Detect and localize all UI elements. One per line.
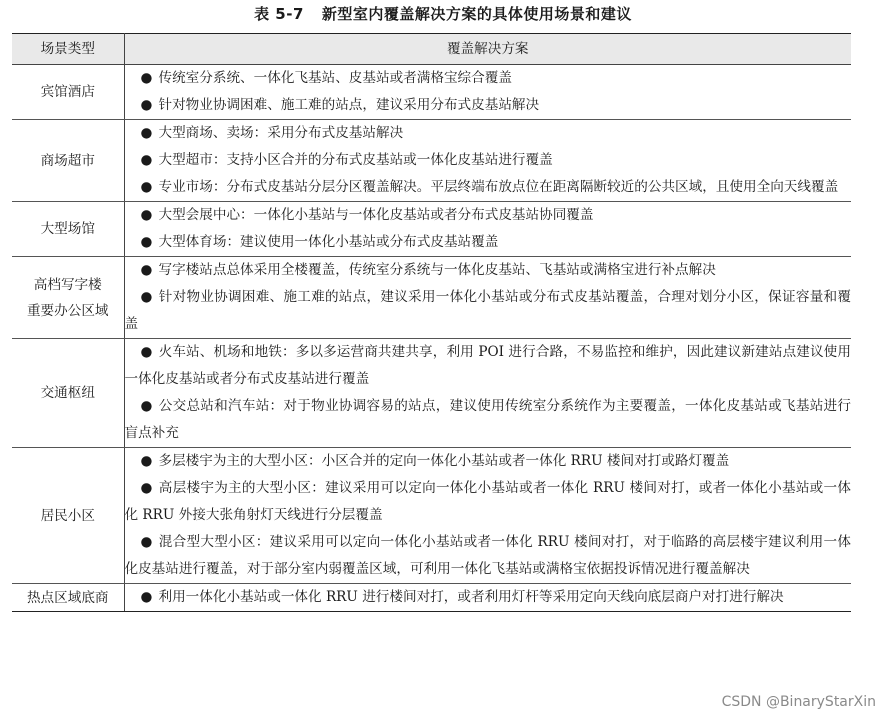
solution-text: 利用一体化小基站或一体化 RRU 进行楼间对打，或者利用灯杆等采用定向天线向底层商户对打进行解决 bbox=[158, 589, 784, 605]
solution-item bbox=[125, 65, 852, 92]
table-row bbox=[12, 584, 851, 612]
bullet-icon: ● bbox=[140, 70, 153, 86]
bullet-icon: ● bbox=[140, 179, 153, 195]
bullet-icon: ● bbox=[140, 97, 153, 113]
watermark: CSDN @BinaryStarXin bbox=[721, 694, 876, 710]
solution-text: 混合型大型小区：建议采用可以定向一体化小基站或者一体化 RRU 楼间对打，对于临路的高层楼宇建议利用一体化皮基站进行覆盖，对于部分室内弱覆盖区域，可利用一体化飞基站或满格宝依据投诉情况进行覆盖解决 bbox=[124, 534, 851, 577]
solution-item bbox=[125, 120, 852, 147]
solution-item bbox=[125, 92, 852, 119]
scenario-type-cell bbox=[12, 257, 124, 339]
bullet-icon: ● bbox=[140, 152, 153, 168]
bullet-icon: ● bbox=[140, 398, 153, 414]
scenario-type-cell bbox=[12, 120, 124, 202]
scenario-type-cell bbox=[12, 584, 124, 612]
scenario-type-label: 大型场馆 bbox=[40, 221, 95, 237]
table-title: 新型室内覆盖解决方案的具体使用场景和建议 bbox=[321, 5, 632, 23]
solution-item bbox=[125, 202, 852, 229]
solution-text: 写字楼站点总体采用全楼覆盖，传统室分系统与一体化皮基站、飞基站或满格宝进行补点解决 bbox=[158, 262, 716, 278]
solution-cell bbox=[124, 202, 851, 257]
solution-text: 多层楼宇为主的大型小区：小区合并的定向一体化小基站或者一体化 RRU 楼间对打或路灯覆盖 bbox=[158, 453, 730, 469]
scenario-type-label: 热点区域底商 bbox=[26, 589, 109, 606]
solution-text: 大型体育场：建议使用一体化小基站或分布式皮基站覆盖 bbox=[158, 234, 499, 250]
header-row bbox=[12, 34, 851, 65]
table-caption bbox=[0, 3, 886, 24]
solution-text: 传统室分系统、一体化飞基站、皮基站或者满格宝综合覆盖 bbox=[158, 70, 512, 86]
solution-item bbox=[125, 174, 852, 201]
solution-item bbox=[125, 284, 852, 338]
scenario-type-label: 重要办公区域 bbox=[26, 302, 109, 319]
scenario-type-cell bbox=[12, 339, 124, 448]
bullet-icon: ● bbox=[140, 125, 153, 141]
solution-cell bbox=[124, 339, 851, 448]
scenario-table bbox=[12, 33, 851, 612]
bullet-icon: ● bbox=[140, 234, 153, 250]
solution-item bbox=[125, 229, 852, 256]
table-row bbox=[12, 65, 851, 120]
bullet-icon: ● bbox=[140, 589, 153, 605]
table-number: 表 5-7 bbox=[254, 5, 304, 23]
solution-text: 公交总站和汽车站：对于物业协调容易的站点，建议使用传统室分系统作为主要覆盖，一体化皮基站或飞基站进行盲点补充 bbox=[124, 398, 851, 441]
solution-item bbox=[125, 147, 852, 174]
bullet-icon: ● bbox=[140, 344, 153, 360]
solution-text: 大型商场、卖场：采用分布式皮基站解决 bbox=[158, 125, 404, 141]
bullet-icon: ● bbox=[140, 453, 153, 469]
solution-text: 针对物业协调困难、施工难的站点，建议采用分布式皮基站解决 bbox=[158, 97, 540, 113]
scenario-type-cell bbox=[12, 202, 124, 257]
solution-cell bbox=[124, 65, 851, 120]
solution-item bbox=[125, 393, 852, 447]
bullet-icon: ● bbox=[140, 480, 153, 496]
table-row bbox=[12, 202, 851, 257]
solution-item bbox=[125, 584, 852, 611]
solution-text: 大型超市：支持小区合并的分布式皮基站或一体化皮基站进行覆盖 bbox=[158, 152, 553, 168]
table-row bbox=[12, 448, 851, 584]
header-scenario-type: 场景类型 bbox=[12, 34, 124, 65]
solution-text: 专业市场：分布式皮基站分层分区覆盖解决。平层终端布放点位在距离隔断较近的公共区域，且使用全向天线覆盖 bbox=[158, 179, 839, 195]
solution-text: 高层楼宇为主的大型小区：建议采用可以定向一体化小基站或者一体化 RRU 楼间对打，或者一体化小基站或一体化 RRU 外接大张角射灯天线进行分层覆盖 bbox=[124, 480, 851, 523]
scenario-type-label: 商场超市 bbox=[40, 152, 95, 169]
header-solution: 覆盖解决方案 bbox=[124, 34, 851, 65]
table-body bbox=[12, 65, 851, 612]
scenario-type-label: 宾馆酒店 bbox=[40, 84, 95, 100]
table-row bbox=[12, 257, 851, 339]
solution-item bbox=[125, 475, 852, 529]
bullet-icon: ● bbox=[140, 289, 153, 305]
solution-cell bbox=[124, 584, 851, 612]
solution-text: 针对物业协调困难、施工难的站点，建议采用一体化小基站或分布式皮基站覆盖，合理对划分小区，保证容量和覆盖 bbox=[124, 289, 851, 332]
solution-item bbox=[125, 257, 852, 284]
table-row bbox=[12, 120, 851, 202]
solution-text: 火车站、机场和地铁：多以多运营商共建共享，利用 POI 进行合路，不易监控和维护，因此建议新建站点建议使用一体化皮基站或者分布式皮基站进行覆盖 bbox=[124, 344, 851, 387]
scenario-type-cell bbox=[12, 65, 124, 120]
bullet-icon: ● bbox=[140, 534, 153, 550]
scenario-type-label: 居民小区 bbox=[40, 507, 95, 524]
bullet-icon: ● bbox=[140, 262, 153, 278]
table-row bbox=[12, 339, 851, 448]
solution-item bbox=[125, 529, 852, 583]
solution-cell bbox=[124, 448, 851, 584]
scenario-type-cell bbox=[12, 448, 124, 584]
solution-item bbox=[125, 448, 852, 475]
bullet-icon: ● bbox=[140, 207, 153, 223]
solution-text: 大型会展中心：一体化小基站与一体化皮基站或者分布式皮基站协同覆盖 bbox=[158, 207, 594, 223]
solution-cell bbox=[124, 120, 851, 202]
solution-cell bbox=[124, 257, 851, 339]
scenario-type-label: 高档写字楼 bbox=[33, 276, 102, 293]
scenario-type-label: 交通枢纽 bbox=[40, 385, 95, 401]
solution-item bbox=[125, 339, 852, 393]
